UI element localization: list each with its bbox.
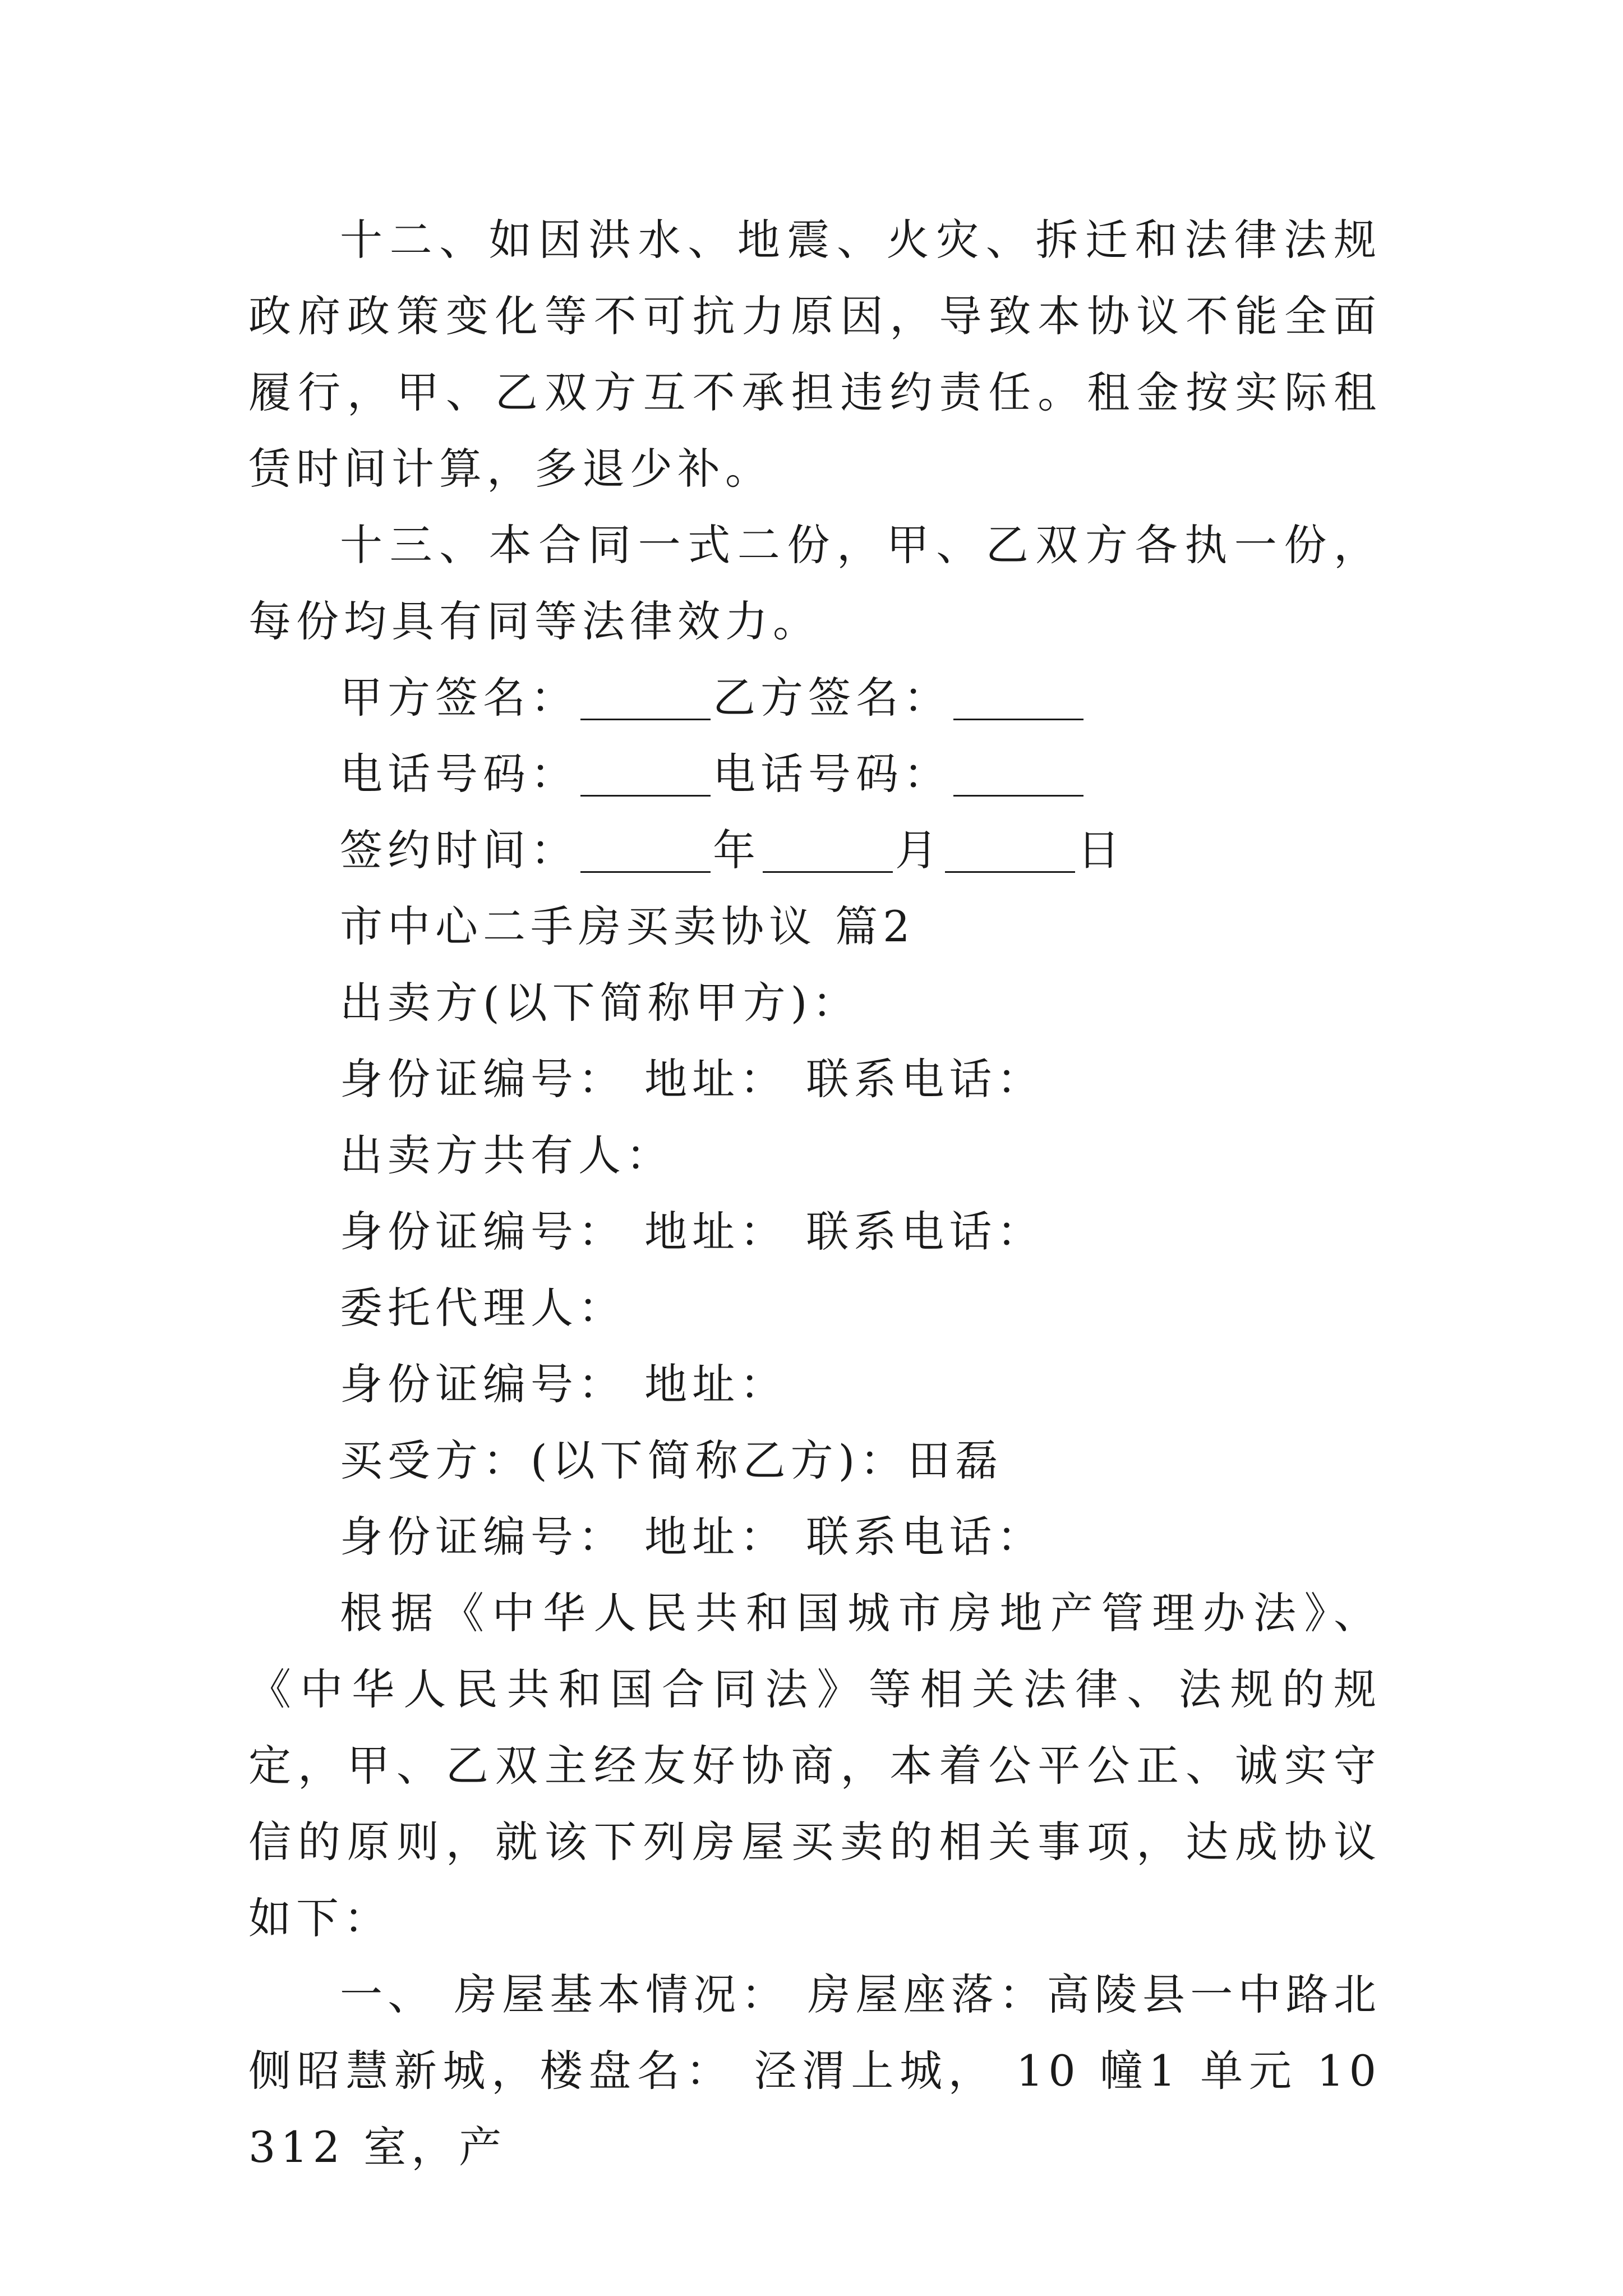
party-a-signature-label: 甲方签名： (340, 673, 578, 723)
clause-12-paragraph: 十二、如因洪水、地震、火灾、拆迁和法律法规政府政策变化等不可抗力原因，导致本协议不能全面履行，甲、乙双方互不承担违约责任。租金按实际租赁时间计算，多退少补。 (248, 215, 1381, 494)
preamble-paragraph: 根据《中华人民共和国城市房地产管理办法》、《中华人民共和国合同法》等相关法律、法规的规定，甲、乙双主经友好协商，本着公平公正、诚实守信的原则，就该下列房屋买卖的相关事项，达成协议如下： (248, 1588, 1381, 1943)
seller-id-line: 身份证编号： 地址： 联系电话： (340, 1054, 1045, 1104)
clause-1-paragraph: 一、 房屋基本情况： 房屋座落：高陵县一中路北侧昭慧新城，楼盘名： 泾渭上城， 10 幢1 单元 10312 室，产 (248, 1970, 1381, 2172)
signing-date-line (248, 812, 1381, 889)
seller-line: 出卖方(以下简称甲方)： (340, 978, 860, 1028)
document-body (248, 202, 1381, 2185)
party-a-phone-blank (580, 752, 711, 797)
party-b-signature-label: 乙方签名： (713, 673, 951, 723)
year-blank (580, 829, 711, 873)
party-b-phone-blank (953, 752, 1083, 797)
month-label: 月 (895, 825, 943, 875)
day-label: 日 (1077, 825, 1125, 875)
party-b-signature-blank (953, 676, 1083, 720)
buyer-line: 买受方：(以下简称乙方)：田磊 (340, 1435, 1003, 1485)
section-2-title: 市中心二手房买卖协议 篇2 (340, 901, 915, 951)
clause-13-paragraph: 十三、本合同一式二份，甲、乙双方各执一份，每份均具有同等法律效力。 (248, 520, 1381, 646)
agent-id-line: 身份证编号： 地址： (340, 1359, 788, 1409)
month-blank (763, 829, 893, 873)
phone-line (248, 736, 1381, 812)
signing-date-label: 签约时间： (340, 825, 578, 875)
signature-line (248, 660, 1381, 736)
year-label: 年 (713, 825, 760, 875)
co-owner-id-line: 身份证编号： 地址： 联系电话： (340, 1207, 1045, 1257)
party-a-phone-label: 电话号码： (340, 749, 578, 799)
party-b-phone-label: 电话号码： (713, 749, 951, 799)
party-a-signature-blank (580, 676, 711, 720)
agent-line: 委托代理人： (340, 1283, 626, 1333)
co-owner-line: 出卖方共有人： (340, 1130, 674, 1180)
buyer-id-line: 身份证编号： 地址： 联系电话： (340, 1512, 1045, 1562)
day-blank (945, 829, 1075, 873)
